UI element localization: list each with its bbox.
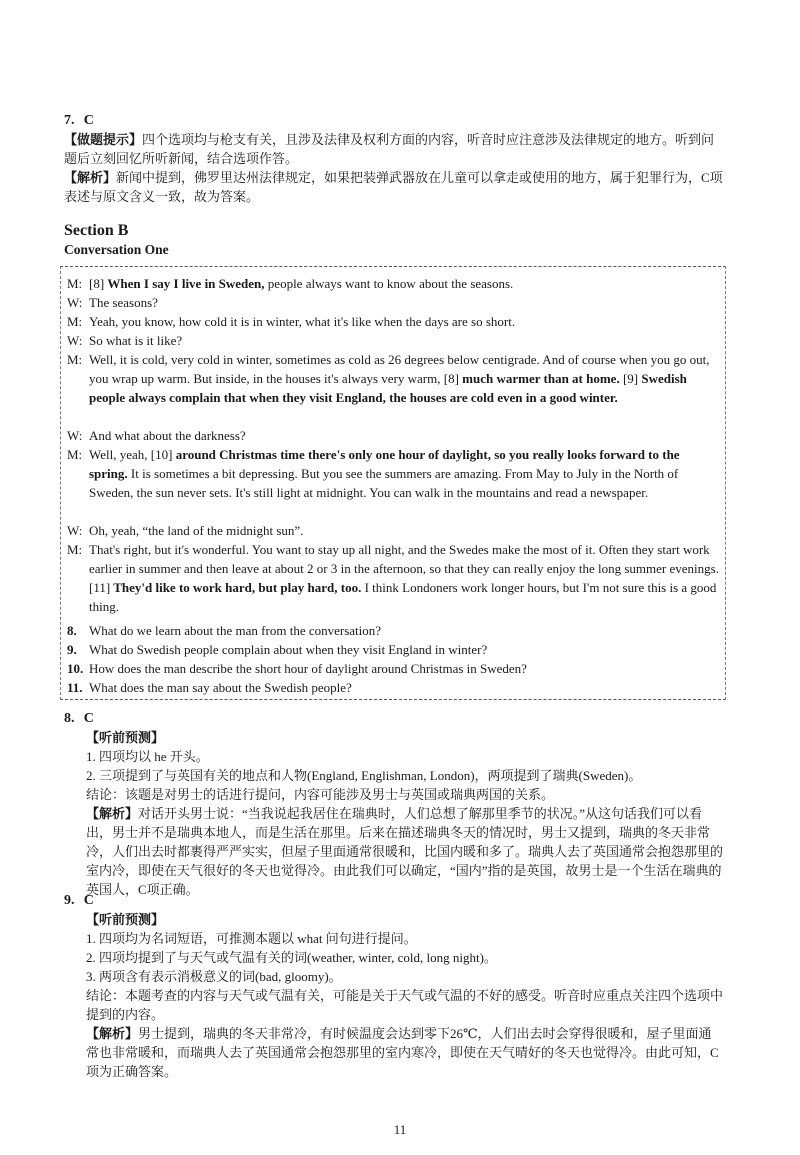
speaker-label: W: (67, 295, 83, 310)
key-sentence: They'd like to work hard, but play hard, too. (110, 580, 362, 595)
q7-analysis (64, 168, 724, 206)
q7-header (64, 110, 724, 130)
question-marker: [8] (443, 371, 459, 386)
q8-conclusion: 结论：该题是对男士的话进行提问，内容可能涉及男士与英国或瑞典两国的关系。 (86, 787, 555, 802)
q9-answer-block (64, 890, 724, 1081)
q9-point-1: 1. 四项均为名词短语，可推测本题以 what 问句进行提问。 (86, 931, 417, 946)
question-marker: [10] (150, 447, 173, 462)
q8-header (64, 708, 724, 728)
speaker-label: M: (67, 542, 83, 557)
question-number: 10. (67, 661, 84, 676)
q8-pre-tag: 【听前预测】 (86, 730, 165, 745)
q7-tip-text: 四个选项均与枪支有关，且涉及法律及权利方面的内容，听音时应注意涉及法律规定的地方。听到问题后立刻回忆所听新闻，结合选项作答。 (64, 132, 715, 166)
question-text: What do Swedish people complain about when they visit England in winter? (89, 642, 488, 657)
transcript-line-2 (67, 293, 719, 312)
speaker-label: W: (67, 333, 83, 348)
question-text: What do we learn about the man from the conversation? (89, 623, 382, 638)
q7-answer-block (64, 110, 724, 206)
q9-pre-tag: 【听前预测】 (86, 912, 165, 927)
q9-point-3: 3. 两项含有表示消极意义的词(bad, gloomy)。 (86, 969, 342, 984)
transcript-text: I think Londoners work longer hours, but I'm not sure this is a good thing. (89, 580, 717, 614)
q9-number: 9. (64, 893, 75, 908)
page-number: 11 (393, 1122, 407, 1137)
q7-answer: C (83, 113, 94, 128)
q8-analysis-text: 对话开头男士说：“当我说起我居住在瑞典时，人们总想了解那里季节的状况。”从这句话我们可以看出，男士并不是瑞典本地人，而是生活在那里。后来在描述瑞典冬天的情况时，男士又提到，瑞典的冬天非常冷，人们出去时都裹得严严实实，但屋子里面通常很暖和，比国内暖和多了。瑞典人去了英国通常会抱怨那里的室内冷，即使在天气很好的冬天也觉得冷。由此我们可以确定，“国内”指的是英国，故男士是一个生活在瑞典的英国人，C项正确。 (86, 806, 724, 897)
transcript-text: So what is it like? (89, 333, 183, 348)
question-marker: [9] (619, 371, 639, 386)
speaker-label: M: (67, 352, 83, 367)
question-number: 11. (67, 680, 83, 695)
q8-analysis-tag: 【解析】 (86, 806, 139, 821)
transcript-text: And what about the darkness? (89, 428, 246, 443)
question-number: 8. (67, 623, 77, 638)
transcript-line-5 (67, 350, 719, 407)
question-line (67, 621, 381, 640)
q7-tip (64, 130, 724, 168)
transcript-line-6 (67, 426, 719, 445)
transcript-line-8 (67, 521, 719, 540)
q9-conclusion: 结论：本题考查的内容与天气或气温有关，可能是关于天气或气温的不好的感受。听音时应重点关注四个选项中提到的内容。 (86, 988, 724, 1022)
transcript-text: Well, yeah, (89, 447, 151, 462)
transcript-text: Well, it is cold, very cold in winter, sometimes as cold as 26 degrees below centigrade. And of course when you go out, you wrap up warm. But inside, in the houses it's always very warm, (89, 352, 710, 386)
transcript-line-1 (67, 274, 719, 293)
q8-point-1: 1. 四项均以 he 开头。 (86, 749, 209, 764)
transcript-line-3 (67, 312, 719, 331)
q9-analysis (86, 1024, 724, 1081)
speaker-label: W: (67, 428, 83, 443)
speaker-label: M: (67, 447, 83, 462)
transcript-text: Oh, yeah, “the land of the midnight sun”. (89, 523, 304, 538)
speaker-label: W: (67, 523, 83, 538)
transcript-text: It is sometimes a bit depressing. But you see the summers are amazing. From May to July in the North of Sweden, the sun never sets. It's still light at midnight. You can walk in the mountains and read a newspaper. (89, 466, 679, 500)
key-sentence: Swedish people always complain that when they visit England, the houses are cold even in a good winter. (89, 371, 687, 405)
q7-analysis-tag: 【解析】 (64, 170, 117, 185)
question-line (67, 678, 352, 697)
q9-header (64, 890, 724, 910)
question-text: What does the man say about the Swedish people? (89, 680, 352, 695)
question-line (67, 659, 527, 678)
key-sentence: much warmer than at home. (458, 371, 620, 386)
q9-answer: C (83, 893, 94, 908)
q9-analysis-text: 男士提到，瑞典的冬天非常冷，有时候温度会达到零下26℃，人们出去时会穿得很暖和，屋子里面通常也非常暖和，而瑞典人去了英国通常会抱怨那里的室内寒冷，即使在天气晴好的冬天也觉得冷。由此可知，C项为正确答案。 (86, 1026, 719, 1079)
q8-number: 8. (64, 711, 75, 726)
q8-answer: C (83, 711, 94, 726)
transcript-text: The seasons? (89, 295, 158, 310)
q8-analysis (86, 804, 724, 899)
speaker-label: M: (67, 276, 83, 291)
question-marker: [8] (89, 276, 105, 291)
speaker-label: M: (67, 314, 83, 329)
transcript-line-9 (67, 540, 719, 616)
transcript-text: Yeah, you know, how cold it is in winter, what it's like when the days are so short. (89, 314, 516, 329)
question-line (67, 640, 487, 659)
q7-number: 7. (64, 113, 75, 128)
section-header (64, 222, 724, 258)
section-title: Section B (64, 222, 129, 239)
transcript-line-4 (67, 331, 719, 350)
q9-point-2: 2. 四项均提到了与天气或气温有关的词(weather, winter, cold, long night)。 (86, 950, 497, 965)
question-number: 9. (67, 642, 77, 657)
section-subtitle: Conversation One (64, 242, 169, 257)
key-sentence: around Christmas time there's only one hour of daylight, so you really looks forward to the spring. (89, 447, 680, 481)
key-sentence: When I say I live in Sweden, (107, 276, 265, 291)
transcript-line-7 (67, 445, 719, 502)
transcript-text: people always want to know about the seasons. (264, 276, 514, 291)
q9-analysis-tag: 【解析】 (86, 1026, 139, 1041)
q7-analysis-text: 新闻中提到，佛罗里达州法律规定，如果把装弹武器放在儿童可以拿走或使用的地方，属于犯罪行为，C项表述与原文含义一致，故为答案。 (64, 170, 723, 204)
question-text: How does the man describe the short hour of daylight around Christmas in Sweden? (89, 661, 527, 676)
question-marker: [11] (89, 580, 111, 595)
transcript-text: That's right, but it's wonderful. You want to stay up all night, and the Swedes make the most of it. Often they start work earlier in summer and then leave at about 2 or 3 in the afternoon, so that they can really enjoy the long summer evenings. (89, 542, 719, 576)
q8-answer-block (64, 708, 724, 899)
q8-point-2: 2. 三项提到了与英国有关的地点和人物(England, Englishman, London)，两项提到了瑞典(Sweden)。 (86, 768, 642, 783)
transcript-box (60, 266, 726, 700)
q7-tip-tag: 【做题提示】 (64, 132, 143, 147)
